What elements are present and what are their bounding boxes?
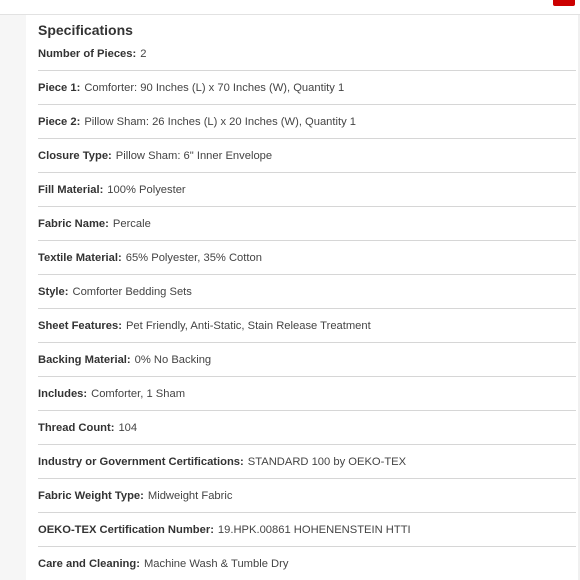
- specifications-panel: [26, 15, 578, 580]
- spec-colon: :: [140, 489, 144, 502]
- spec-row-oeko-tex-number: [38, 513, 576, 547]
- spec-row-closure-type: [38, 139, 576, 173]
- spec-colon: :: [136, 557, 140, 570]
- spec-value: Midweight Fabric: [147, 489, 233, 502]
- spec-label: Number of Pieces: [38, 47, 133, 60]
- spec-row-fill-material: [38, 173, 576, 207]
- top-bar: [0, 0, 580, 15]
- spec-value: Percale: [112, 217, 151, 230]
- spec-value: Comforter Bedding Sets: [72, 285, 192, 298]
- spec-label: Fill Material: [38, 183, 100, 196]
- spec-row-includes: [38, 377, 576, 411]
- spec-label: Piece 1: [38, 81, 77, 94]
- spec-colon: :: [126, 353, 131, 366]
- spec-value: 65% Polyester, 35% Cotton: [125, 251, 262, 264]
- spec-colon: :: [240, 455, 244, 468]
- spec-colon: :: [210, 523, 214, 536]
- spec-row-piece-2: [38, 105, 576, 139]
- spec-label: Sheet Features: [38, 319, 119, 332]
- spec-value: Machine Wash & Tumble Dry: [143, 557, 289, 570]
- spec-row-sheet-features: [38, 309, 576, 343]
- spec-value: 19.HPK.00861 HOHENENSTEIN HTTI: [217, 523, 411, 536]
- spec-value: 100% Polyester: [107, 183, 186, 196]
- spec-colon: :: [83, 387, 88, 400]
- spec-row-fabric-name: [38, 207, 576, 241]
- specifications-heading: Specifications: [38, 22, 133, 38]
- left-gutter: [0, 15, 26, 580]
- spec-list: [38, 37, 576, 580]
- spec-label: Backing Material: [38, 353, 127, 366]
- spec-colon: :: [105, 217, 109, 230]
- spec-colon: :: [76, 81, 81, 94]
- spec-value: 0% No Backing: [134, 353, 212, 366]
- spec-colon: :: [99, 183, 104, 196]
- spec-label: Piece 2: [38, 115, 77, 128]
- spec-label: Style: [38, 285, 65, 298]
- spec-value: Comforter: 90 Inches (L) x 70 Inches (W), Quantity 1: [84, 81, 345, 94]
- spec-row-care-and-cleaning: [38, 547, 576, 580]
- spec-colon: :: [108, 149, 112, 162]
- top-red-button[interactable]: [553, 0, 575, 6]
- spec-value: Pillow Sham: 26 Inches (L) x 20 Inches (W), Quantity 1: [84, 115, 357, 128]
- spec-colon: :: [110, 421, 115, 434]
- spec-row-textile-material: [38, 241, 576, 275]
- spec-label: Closure Type: [38, 149, 109, 162]
- spec-value: STANDARD 100 by OEKO-TEX: [247, 455, 407, 468]
- spec-label: Textile Material: [38, 251, 118, 264]
- spec-colon: :: [64, 285, 69, 298]
- spec-colon: :: [118, 319, 122, 332]
- spec-row-backing-material: [38, 343, 576, 377]
- spec-value: Pet Friendly, Anti-Static, Stain Release Treatment: [125, 319, 371, 332]
- spec-row-number-of-pieces: [38, 37, 576, 71]
- spec-row-fabric-weight-type: [38, 479, 576, 513]
- spec-row-style: [38, 275, 576, 309]
- spec-label: Includes: [38, 387, 84, 400]
- spec-value: Pillow Sham: 6" Inner Envelope: [115, 149, 273, 162]
- spec-value: 104: [118, 421, 138, 434]
- spec-label: Industry or Government Certifications: [38, 455, 241, 468]
- spec-colon: :: [132, 47, 137, 60]
- spec-label: Fabric Name: [38, 217, 106, 230]
- spec-colon: :: [76, 115, 81, 128]
- spec-label: OEKO-TEX Certification Number: [38, 523, 211, 536]
- spec-label: Fabric Weight Type: [38, 489, 141, 502]
- spec-label: Care and Cleaning: [38, 557, 137, 570]
- spec-row-thread-count: [38, 411, 576, 445]
- spec-row-certifications: [38, 445, 576, 479]
- spec-row-piece-1: [38, 71, 576, 105]
- spec-label: Thread Count: [38, 421, 111, 434]
- spec-colon: :: [118, 251, 122, 264]
- spec-value: 2: [140, 47, 147, 60]
- spec-value: Comforter, 1 Sham: [91, 387, 186, 400]
